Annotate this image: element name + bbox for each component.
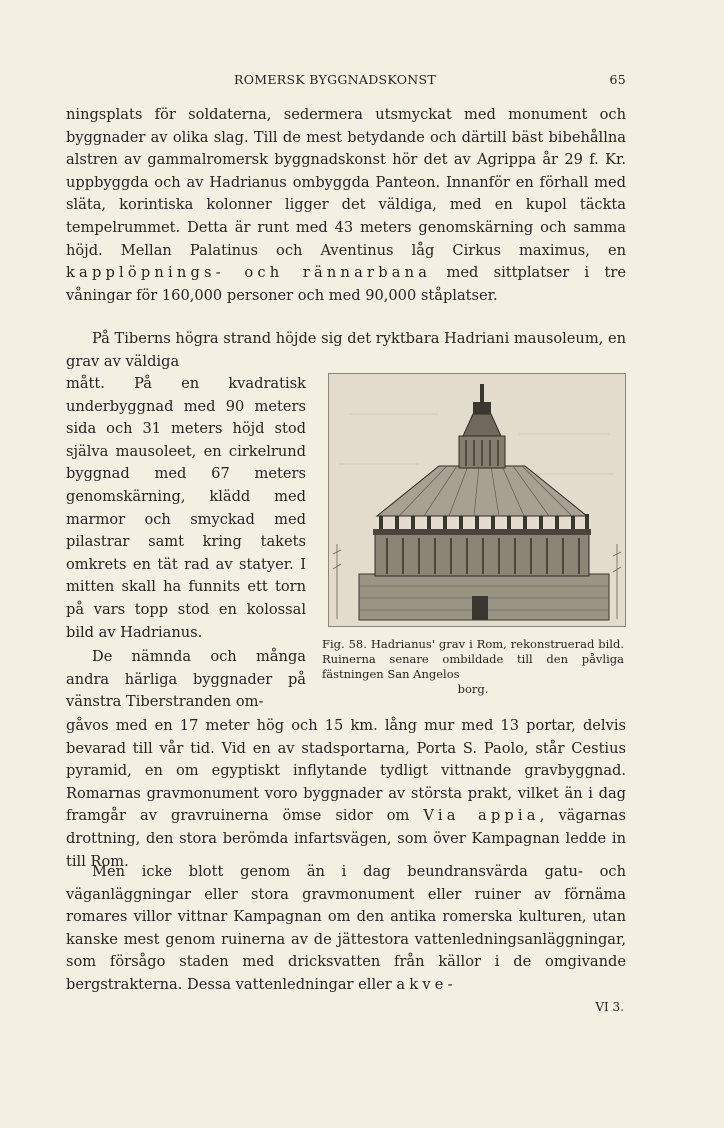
paragraph-wall-cestius [66, 715, 626, 873]
figure-caption [322, 637, 624, 697]
paragraph-text: De nämnda och många andra härliga byggnader på vänstra Tiberstranden om- [66, 648, 306, 711]
paragraph-kampagnan [66, 861, 626, 997]
figure-hadrian-mausoleum [328, 373, 626, 627]
spaced-emphasis: Via appia [423, 807, 540, 825]
paragraph-text: gåvos med en 17 meter hög och 15 km. lång mur med 13 portar, delvis bevarad till vår tid. Vid en av stadsportarna, Porta S. Paolo, står Cestius pyramid, en om egyptiskt inflytande tydligt vittnande gravbyggnad. Romarnas gravmonument voro byggnader av största prakt, vilket än i dag framgår av gravruinerna ömse sidor om [66, 717, 626, 825]
paragraph-panteon-cirkus [66, 104, 626, 307]
paragraph-text: , vägarnas drottning, den stora berömda infartsvägen, som över Kampagnan ledde in till Rom. [66, 807, 626, 870]
paragraph-text: mått. På en kvadratisk underbyggnad med 90 meters sida och 31 meters höjd stod själva mausoleet, en cirkelrund byggnad med 67 meters genomskärning, klädd med marmor och smyckad med pilastrar samt kring takets omkrets en tät rad av statyer. I mitten skall ha funnits ett torn på vars topp stod en kolossal bild av Hadrianus. [66, 375, 306, 641]
paragraph-text: ningsplats för soldaterna, sedermera utsmyckat med monument och byggnader av olika slag. Till de mest betydande och därtill bäst bibehållna alstren av gammalromersk byggnadskonst hör det av Agrippa år 29 f. Kr. uppbyggda och av Hadrianus ombyggda Panteon. Innanför en förhall med släta, korintiska kolonner ligger det väldiga, med en kupol täckta tempelrummet. Detta är runt med 43 meters genomskärning och samma höjd. Mellan Palatinus och Aventinus låg Cirkus maximus, en [66, 106, 626, 259]
page-number: 65 [609, 72, 626, 87]
paragraph-text: På Tiberns högra strand höjde sig det ryktbara Hadriani mausoleum, en grav av väldiga [66, 330, 626, 370]
signature-mark: VI 3. [595, 1000, 624, 1014]
paragraph-text: med sittplatser i tre våningar för 160,000 personer och med 90,000 ståplatser. [66, 264, 626, 304]
paragraph-wall-start [66, 646, 306, 714]
spaced-emphasis: akve- [396, 975, 457, 993]
running-title: ROMERSK BYGGNADSKONST [234, 72, 436, 87]
paragraph-text: Men icke blott genom än i dag beundransvärda gatu- och väganläggningar eller stora gravmonument eller ruiner av förnäma romares villor vittnar Kampagnan om den antika romerska kulturen, utan kanske mest genom ruinerna av de jättestora vattenledningsanläggningar, som försågo staden med dricksvatten från källor i de omgivande bergstrakterna. Dessa vattenledningar eller [66, 863, 626, 993]
paragraph-mausoleum-intro [66, 328, 626, 373]
paragraph-mausoleum-detail [66, 373, 306, 644]
spaced-emphasis: kapplöpnings- och rännarbana [66, 264, 432, 282]
mausoleum-illustration [329, 374, 625, 626]
page-header [66, 70, 626, 92]
caption-text: Fig. 58. Hadrianus' grav i Rom, rekonstruerad bild. Ruinerna senare ombildade till den påvliga fästningen San Angelos [322, 637, 624, 681]
caption-text-end: borg. [457, 682, 489, 696]
